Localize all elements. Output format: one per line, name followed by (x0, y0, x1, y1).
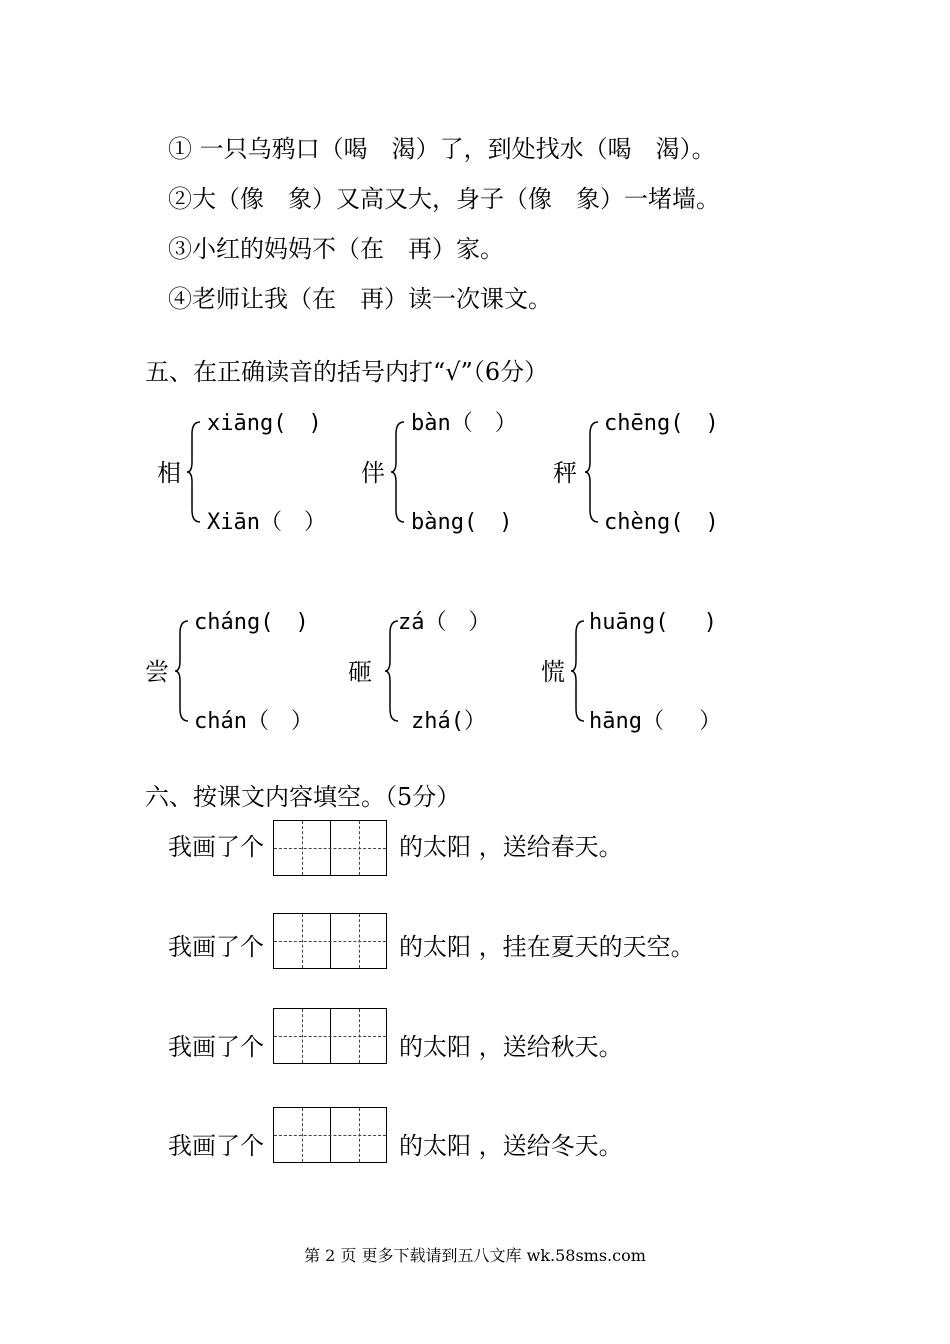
pinyin-option-top[interactable]: chēng( ) (604, 411, 719, 436)
pinyin-char: 伴 (361, 459, 385, 487)
pinyin-option-bottom[interactable]: chèng( ) (604, 510, 719, 535)
brace-icon (584, 420, 600, 524)
fill-prefix: 我画了个 (168, 1033, 264, 1061)
pinyin-option-top[interactable]: xiāng( ) (207, 411, 322, 436)
answer-grid[interactable] (273, 913, 387, 969)
fill-prefix: 我画了个 (168, 1132, 264, 1160)
pinyin-option-top[interactable]: cháng( ) (194, 610, 309, 635)
brace-icon (390, 420, 406, 524)
fill-suffix: 的太阳 ，挂在夏天的天空。 (399, 933, 695, 961)
brace-icon (174, 619, 190, 723)
pinyin-option-bottom[interactable]: zhá(） (411, 709, 486, 734)
answer-grid[interactable] (273, 1107, 387, 1163)
fill-suffix: 的太阳 ，送给冬天。 (399, 1132, 623, 1160)
answer-grid[interactable] (273, 820, 387, 876)
pinyin-option-top[interactable]: zá（ ） (398, 610, 491, 635)
choice-item-4: ④老师让我（在 再）读一次课文。 (168, 285, 552, 313)
fill-suffix: 的太阳 ，送给秋天。 (399, 1033, 623, 1061)
pinyin-option-top[interactable]: bàn（ ） (411, 411, 517, 436)
pinyin-char: 尝 (145, 658, 169, 686)
pinyin-option-bottom[interactable]: hāng（ ） (589, 709, 722, 734)
pinyin-char: 慌 (541, 658, 565, 686)
fill-suffix: 的太阳 ，送给春天。 (399, 833, 623, 861)
pinyin-char: 相 (157, 459, 181, 487)
pinyin-option-bottom[interactable]: Xiān（ ） (207, 510, 326, 535)
pinyin-char: 秤 (553, 459, 577, 487)
page-footer: 第 2 页 更多下载请到五八文库 wk.58sms.com (304, 1246, 646, 1265)
section6-heading: 六、按课文内容填空。（5分） (145, 783, 461, 811)
fill-prefix: 我画了个 (168, 833, 264, 861)
answer-grid[interactable] (273, 1008, 387, 1064)
choice-item-2: ②大（像 象）又高又大，身子（像 象）一堵墙。 (168, 185, 720, 213)
choice-item-1: ① 一只乌鸦口（喝 渴）了，到处找水（喝 渴）。 (168, 135, 716, 163)
pinyin-option-top[interactable]: huāng( ) (589, 610, 717, 635)
brace-icon (570, 619, 586, 723)
fill-prefix: 我画了个 (168, 933, 264, 961)
section5-heading: 五、在正确读音的括号内打“√”（6分） (145, 358, 549, 386)
pinyin-option-bottom[interactable]: chán（ ） (194, 709, 313, 734)
pinyin-char: 砸 (348, 658, 372, 686)
brace-icon (186, 420, 202, 524)
choice-item-3: ③小红的妈妈不（在 再）家。 (168, 235, 504, 263)
pinyin-option-bottom[interactable]: bàng( ) (411, 510, 513, 535)
